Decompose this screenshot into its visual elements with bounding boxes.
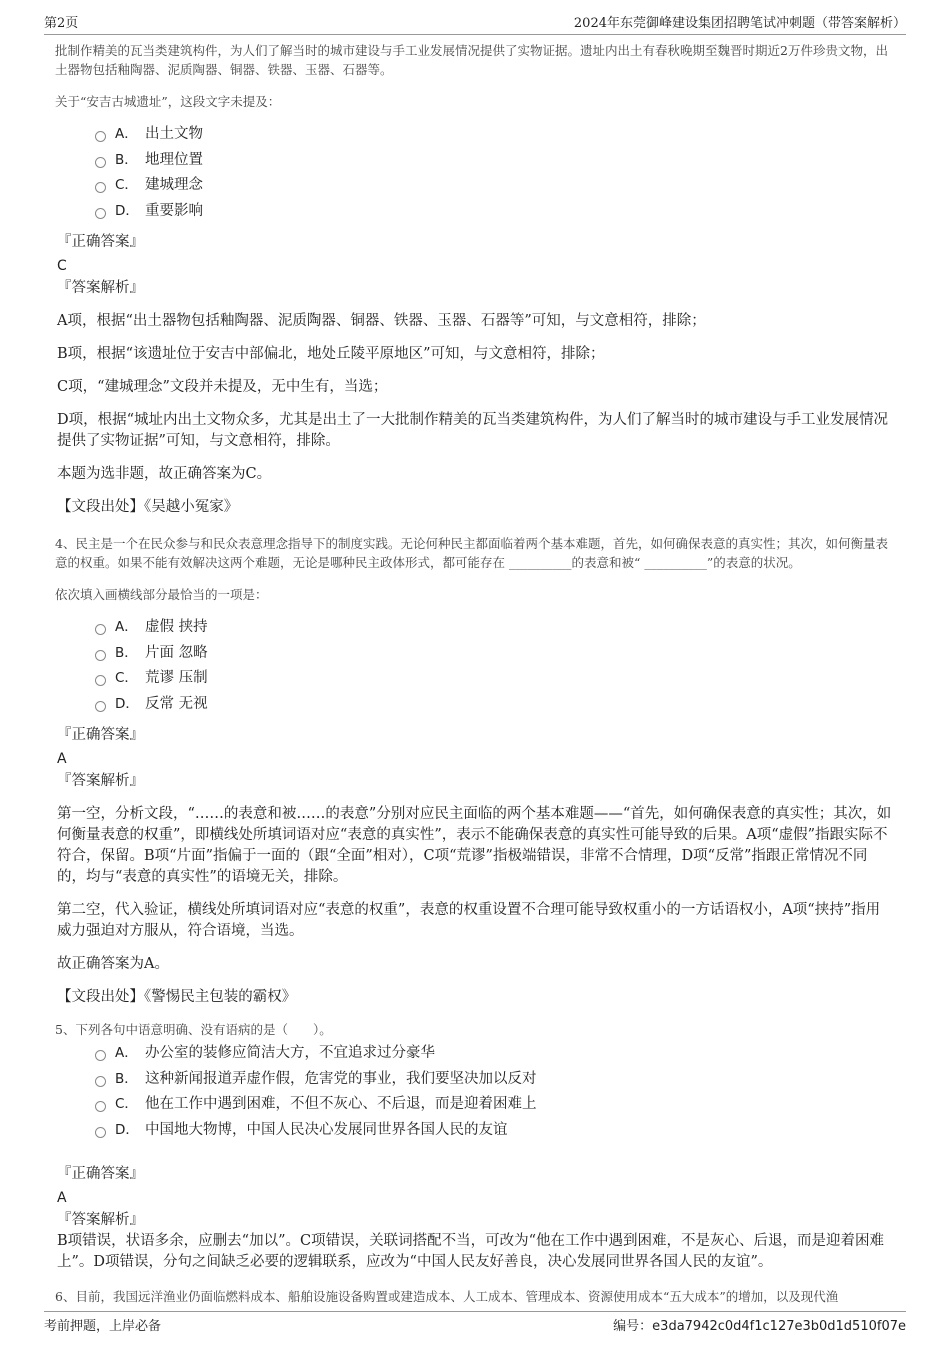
document-title: 2024年东莞御峰建设集团招聘笔试冲刺题（带答案解析） (573, 16, 906, 31)
radio-icon[interactable] (95, 182, 106, 193)
page-number: 第2页 (44, 16, 79, 31)
q5-option-c[interactable]: C． 他在工作中遇到困难，不但不灰心、不后退，而是迎着困难上 (95, 1092, 893, 1118)
q4-option-c[interactable]: C． 荒谬 压制 (95, 666, 893, 692)
q4-analysis-label: 『答案解析』 (57, 773, 144, 789)
q3-analysis-label: 『答案解析』 (57, 280, 144, 296)
main-content (55, 38, 893, 1306)
q3-options (55, 122, 893, 224)
radio-icon[interactable] (95, 131, 106, 142)
q5-analysis: B项错误，状语多余，应删去“加以”。C项错误，关联词搭配不当，可改为“他在工作中遇到困难，不是灰心、后退，而是迎着困难上”。D项错误，分句之间缺乏必要的逻辑联系，应改为“中国人民友好善良，决心发展同世界各国人民的友谊”。 (57, 1233, 884, 1270)
radio-icon[interactable] (95, 1101, 106, 1112)
q4-answer-label: 『正确答案』 (57, 727, 144, 743)
q6-passage: 6、目前，我国远洋渔业仍面临燃料成本、船舶设施设备购置或建造成本、人工成本、管理成本、资源使用成本“五大成本”的增加，以及现代渔 (55, 1289, 839, 1304)
footer-slogan: 考前押题，上岸必备 (44, 1319, 162, 1334)
radio-icon[interactable] (95, 1050, 106, 1061)
radio-icon[interactable] (95, 157, 106, 168)
q4-analysis-second: 第二空，代入验证，横线处所填词语对应“表意的权重”，表意的权重设置不合理可能导致权重小的一方话语权小，A项“挟持”指用威力强迫对方服从，符合语境，当选。 (57, 902, 881, 939)
page-footer (44, 1311, 906, 1334)
q5-answer: A (57, 1190, 67, 1206)
q5-option-d[interactable]: D． 中国地大物博，中国人民决心发展同世界各国人民的友谊 (95, 1118, 893, 1144)
q3-analysis-c: C项，“建城理念”文段并未提及，无中生有，当选； (57, 379, 388, 395)
q4-options (55, 615, 893, 717)
radio-icon[interactable] (95, 1127, 106, 1138)
q3-analysis-a: A项，根据“出土器物包括釉陶器、泥质陶器、铜器、铁器、玉器、石器等”可知，与文意相符，排除； (57, 313, 706, 329)
radio-icon[interactable] (95, 624, 106, 635)
q4-option-d[interactable]: D． 反常 无视 (95, 692, 893, 718)
q4-answer: A (57, 751, 67, 767)
radio-icon[interactable] (95, 675, 106, 686)
radio-icon[interactable] (95, 701, 106, 712)
q3-option-b[interactable]: B． 地理位置 (95, 148, 893, 174)
q5-option-b[interactable]: B． 这种新闻报道弄虚作假，危害党的事业，我们要坚决加以反对 (95, 1067, 893, 1093)
q4-option-b[interactable]: B． 片面 忽略 (95, 641, 893, 667)
q4-question: 依次填入画横线部分最恰当的一项是： (55, 587, 268, 602)
q3-analysis-d: D项，根据“城址内出土文物众多，尤其是出土了一大批制作精美的瓦当类建筑构件，为人们了解当时的城市建设与手工业发展情况提供了实物证据”可知，与文意相符，排除。 (57, 412, 889, 449)
q5-analysis-label: 『答案解析』 (57, 1212, 144, 1228)
q3-option-a[interactable]: A． 出土文物 (95, 122, 893, 148)
q5-answer-label: 『正确答案』 (57, 1166, 144, 1182)
q4-passage: 4、民主是一个在民众参与和民众表意理念指导下的制度实践。无论何种民主都面临着两个基本难题，首先，如何确保表意的真实性；其次，如何衡量表意的权重。如果不能有效解决这两个难题，无论是哪种民主政体形式，都可能存在 __________的表意和被“ __________”的表意的状况。 (55, 536, 888, 570)
q5-options (55, 1041, 893, 1143)
q4-analysis-first: 第一空，分析文段，“……的表意和被……的表意”分别对应民主面临的两个基本难题——“首先，如何确保表意的真实性；其次，如何衡量表意的权重”，即横线处所填词语对应“表意的真实性”，表示不能确保表意的真实性可能导致的后果。A项“虚假”指跟实际不符合，保留。B项“片面”指偏于一面的（跟“全面”相对），C项“荒谬”指极端错误，非常不合情理，D项“反常”指跟正常情况不同的，均与“表意的真实性”的语境无关，排除。 (57, 806, 892, 885)
q3-source: 【文段出处】《吴越小冤家》 (57, 499, 239, 515)
q3-passage: 批制作精美的瓦当类建筑构件，为人们了解当时的城市建设与手工业发展情况提供了实物证据。遗址内出土有春秋晚期至魏晋时期近2万件珍贵文物，出土器物包括釉陶器、泥质陶器、铜器、铁器、玉器、石器等。 (55, 43, 888, 77)
radio-icon[interactable] (95, 1076, 106, 1087)
q4-source: 【文段出处】《警惕民主包装的霸权》 (57, 989, 297, 1005)
q4-conclusion: 故正确答案为A。 (57, 956, 169, 972)
q3-conclusion: 本题为选非题，故正确答案为C。 (57, 466, 272, 482)
footer-id: 编号：e3da7942c0d4f1c127e3b0d1d510f07e (613, 1319, 906, 1334)
page-header (44, 12, 906, 35)
radio-icon[interactable] (95, 650, 106, 661)
q5-option-a[interactable]: A． 办公室的装修应简洁大方，不宜追求过分豪华 (95, 1041, 893, 1067)
document-code: e3da7942c0d4f1c127e3b0d1d510f07e (652, 1319, 906, 1334)
q3-answer: C (57, 258, 67, 274)
q5-question: 5、下列各句中语意明确、没有语病的是（ ）。 (55, 1022, 332, 1037)
q3-answer-label: 『正确答案』 (57, 234, 144, 250)
radio-icon[interactable] (95, 208, 106, 219)
q3-option-c[interactable]: C． 建城理念 (95, 173, 893, 199)
q3-option-d[interactable]: D． 重要影响 (95, 199, 893, 225)
q3-analysis-b: B项，根据“该遗址位于安吉中部偏北，地处丘陵平原地区”可知，与文意相符，排除； (57, 346, 605, 362)
q3-question: 关于“安吉古城遗址”，这段文字未提及： (55, 94, 281, 109)
q4-option-a[interactable]: A． 虚假 挟持 (95, 615, 893, 641)
